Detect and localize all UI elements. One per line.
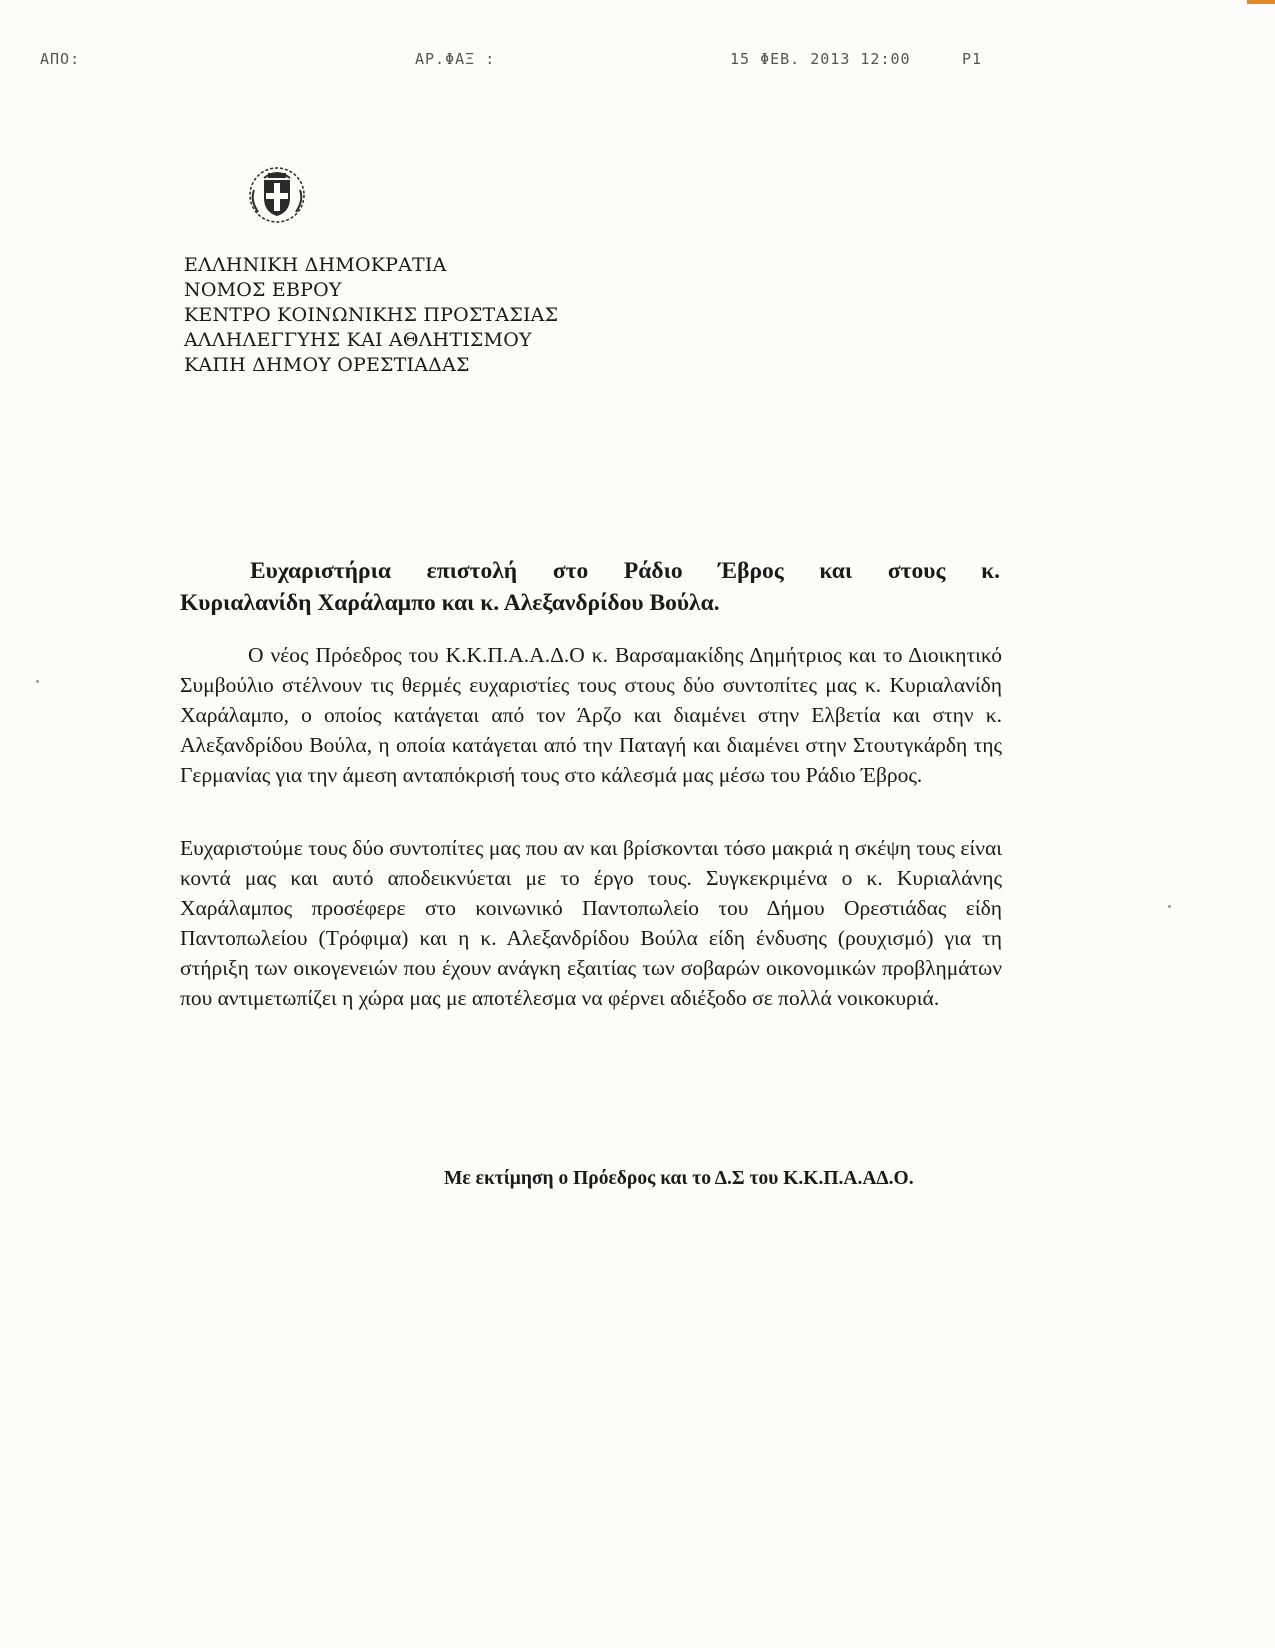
authority-line: ΚΕΝΤΡΟ ΚΟΙΝΩΝΙΚΗΣ ΠΡΟΣΤΑΣΙΑΣ <box>184 304 559 326</box>
letter-subject <box>180 555 1000 619</box>
authority-line: ΚΑΠΗ ΔΗΜΟΥ ΟΡΕΣΤΙΑΔΑΣ <box>184 354 470 376</box>
scan-speck <box>36 680 39 683</box>
authority-line: ΝΟΜΟΣ ΕΒΡΟΥ <box>184 279 342 301</box>
body-paragraph-2: Ευχαριστούμε τους δύο συντοπίτες μας που αν και βρίσκονται τόσο μακριά η σκέψη τους είναι κοντά μας και αυτό αποδεικνύεται με το έργο τους. Συγκεκριμένα ο κ. Κυριαλάνης Χαράλαμπος προσέφερε στο κοινωνικό Παντοπωλείο του Δήμου Ορεστιάδας είδη Παντοπωλείου (Τρόφιμα) και η κ. Αλεξανδρίδου Βούλα είδη ένδυσης (ρουχισμό) για τη στήριξη των οικογενειών που έχουν ανάγκη εξαιτίας των σοβαρών οικονομικών προβλημάτων που αντιμετωπίζει η χώρα μας με αποτέλεσμα να φέρνει αδιέξοδο σε πολλά νοικοκυριά. <box>180 836 1002 1010</box>
fax-transmission-header <box>0 50 1275 74</box>
body-paragraph-1: Ο νέος Πρόεδρος του Κ.Κ.Π.Α.Α.Δ.Ο κ. Βαρσαμακίδης Δημήτριος και το Διοικητικό Συμβούλιο στέλνουν τις θερμές ευχαριστίες τους στους δύο συντοπίτες μας κ. Κυριαλανίδη Χαράλαμπο, ο οποίος κατάγεται από τον Άρζο και διαμένει στην Ελβετία και στην κ. Αλεξανδρίδου Βούλα, η οποία κατάγεται από την Παταγή και διαμένει στην Στουτγκάρδη της Γερμανίας για την άμεση ανταπόκρισή τους στο κάλεσμά μας μέσω του Ράδιο Έβρος. <box>180 643 1002 787</box>
closing-signature: Με εκτίμηση ο Πρόεδρος και το Δ.Σ του Κ.Κ.Π.Α.ΑΔ.Ο. <box>444 1168 914 1189</box>
authority-line: ΕΛΛΗΝΙΚΗ ΔΗΜΟΚΡΑΤΙΑ <box>184 254 447 276</box>
subject-line-2: Κυριαλανίδη Χαράλαμπο και κ. Αλεξανδρίδου Βούλα. <box>180 590 720 616</box>
subject-line-1: Ευχαριστήρια επιστολή στο Ράδιο Έβρος και στους κ. <box>250 558 1000 584</box>
fax-from-label: ΑΠΟ: <box>40 50 81 68</box>
fax-number-label: ΑΡ.ΦΑΞ : <box>415 50 496 68</box>
authority-line: ΑΛΛΗΛΕΓΓΥΗΣ ΚΑΙ ΑΘΛΗΤΙΣΜΟΥ <box>184 329 532 351</box>
scan-edge-mark <box>1247 0 1275 4</box>
fax-datetime: 15 ΦΕΒ. 2013 12:00 <box>730 50 911 68</box>
greek-coat-of-arms-icon <box>244 160 310 226</box>
issuing-authority-block <box>184 253 558 378</box>
scan-speck <box>1168 905 1171 908</box>
fax-page-number: P1 <box>962 50 983 68</box>
